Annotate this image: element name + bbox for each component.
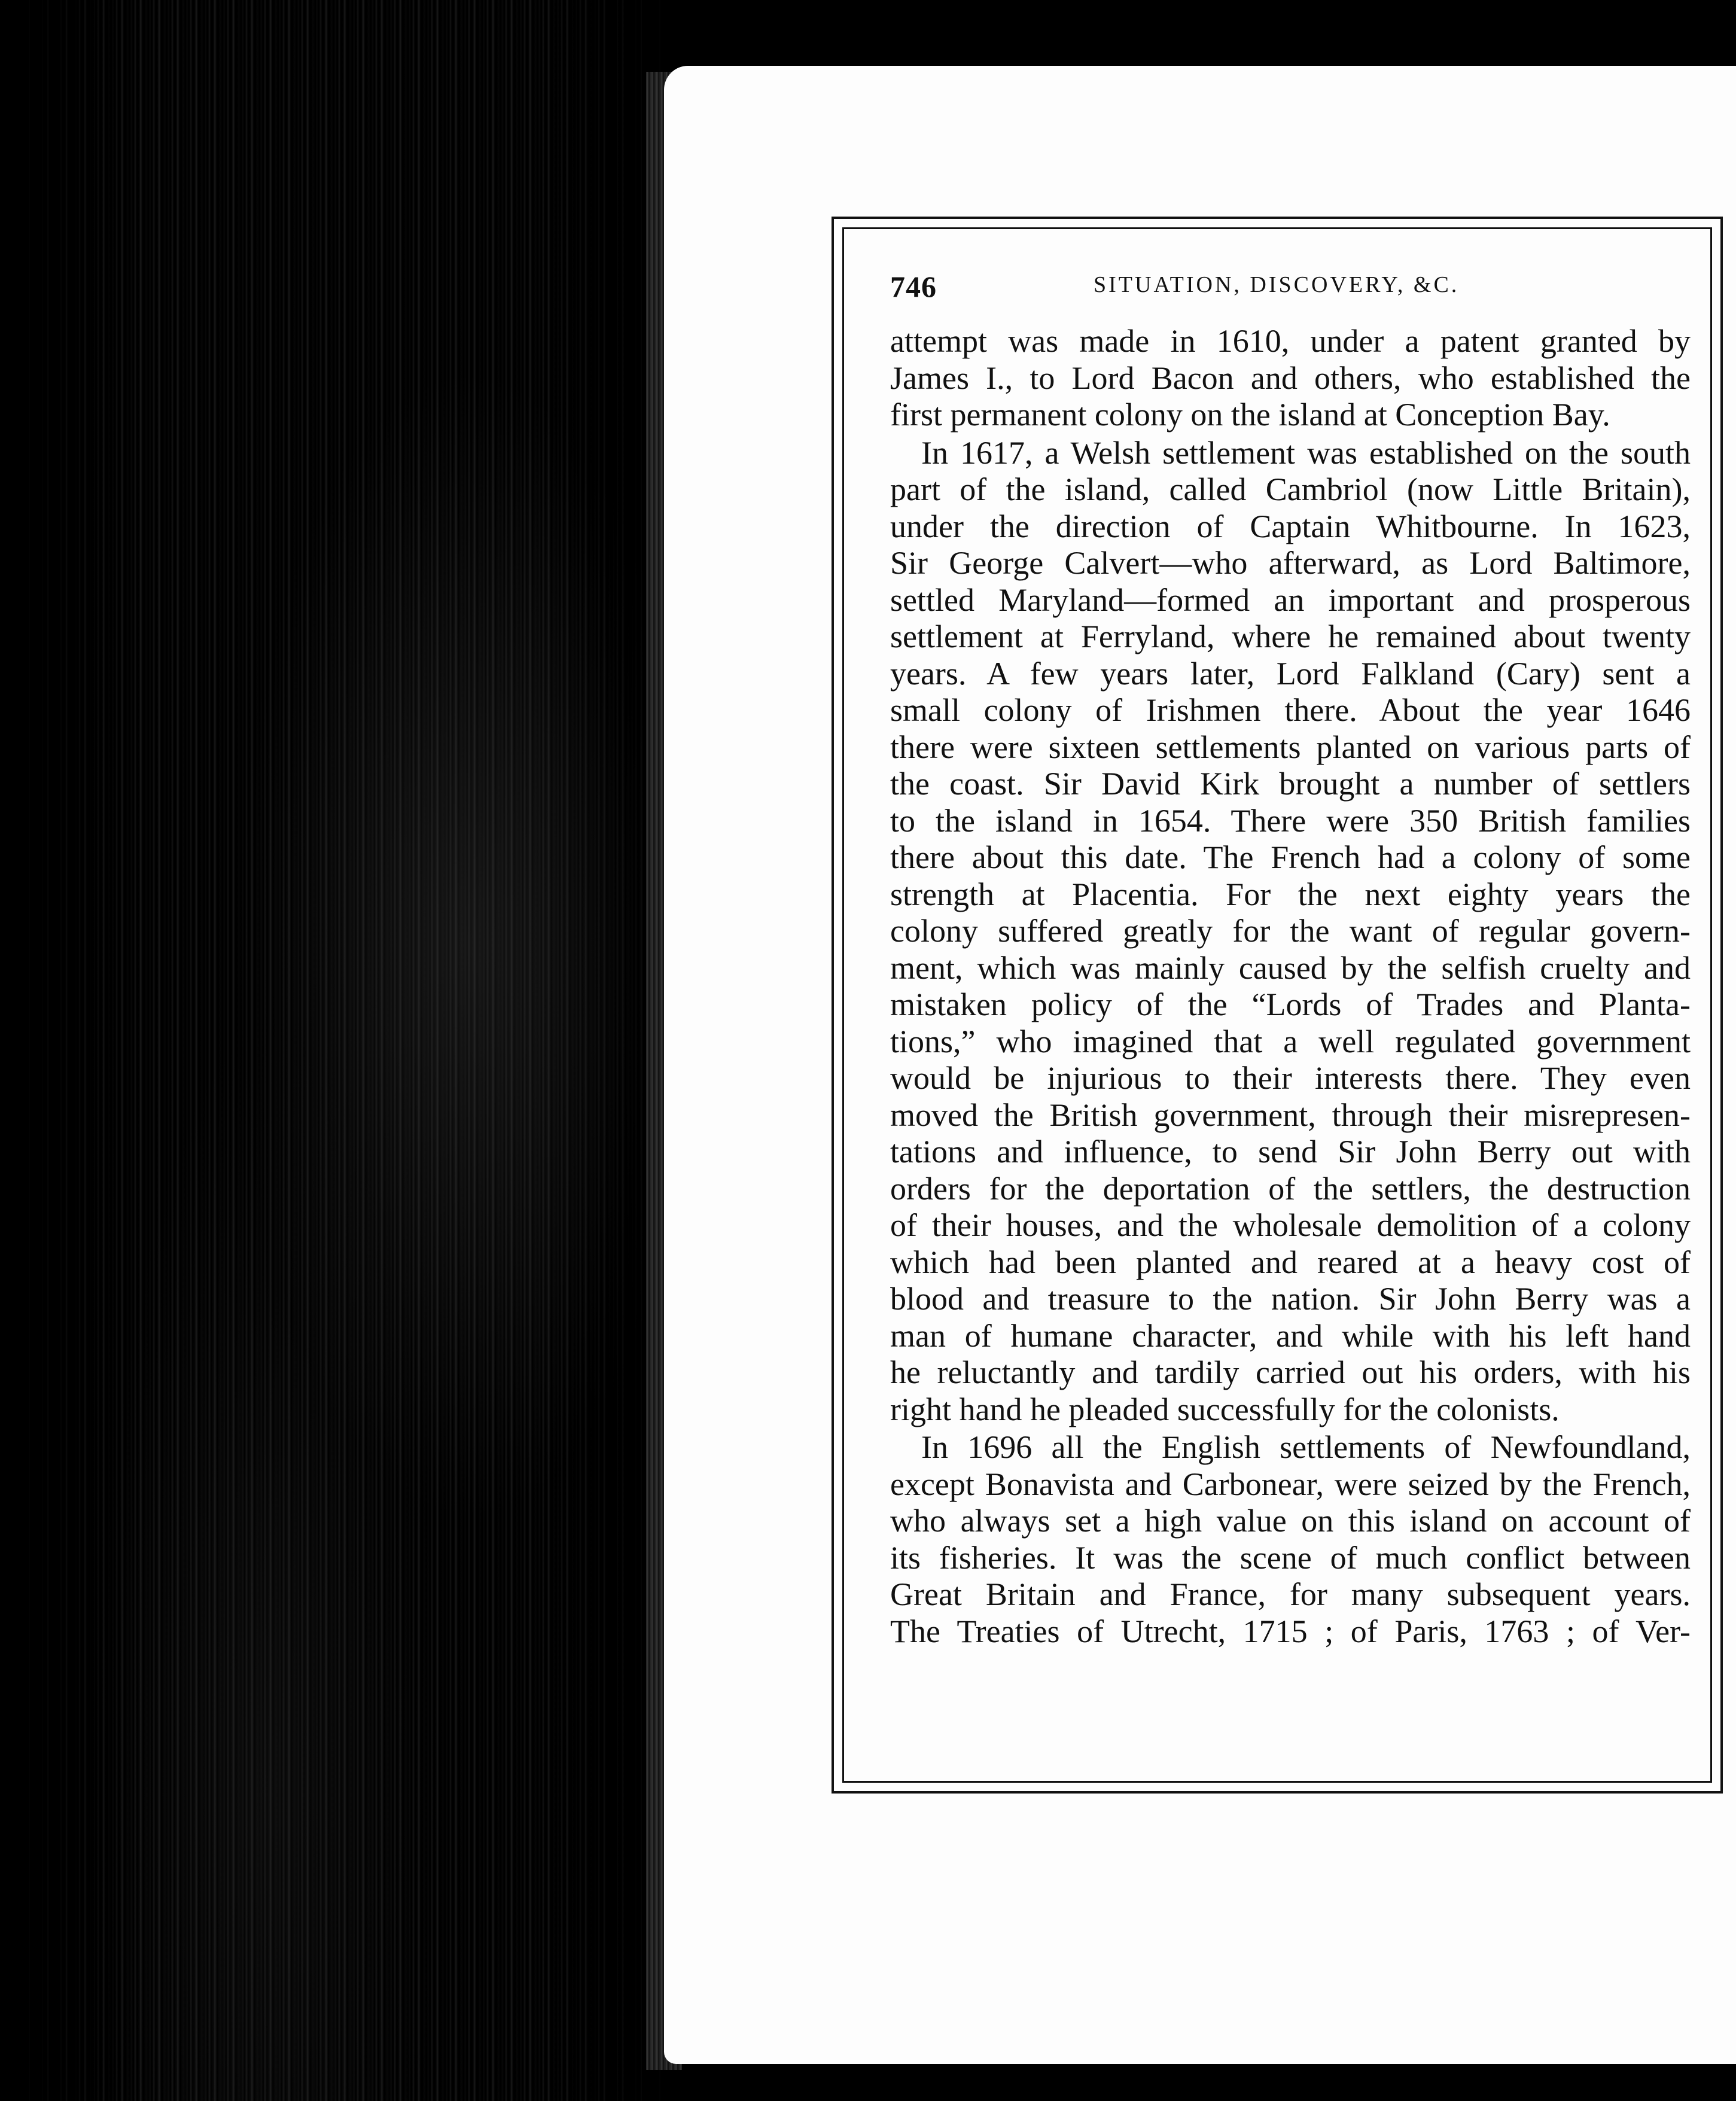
text-line: there about this date. The French had a colony of some xyxy=(890,839,1691,875)
text-line: the coast. Sir David Kirk brought a number of settlers xyxy=(890,766,1691,802)
text-line: there were sixteen settlements planted on various parts of xyxy=(890,729,1691,765)
book-cover xyxy=(0,0,670,2101)
text-line: who always set a high value on this island on account of xyxy=(890,1503,1691,1539)
paragraph xyxy=(890,435,1691,1429)
text-line: mistaken policy of the “Lords of Trades and Planta- xyxy=(890,986,1691,1022)
text-line: tions,” who imagined that a well regulated government xyxy=(890,1023,1691,1059)
text-line: In 1696 all the English settlements of Newfoundland, xyxy=(921,1429,1691,1465)
text-line: except Bonavista and Carbonear, were seized by the French, xyxy=(890,1466,1691,1502)
text-line: under the direction of Captain Whitbourne. In 1623, xyxy=(890,508,1691,544)
text-line: Great Britain and France, for many subsequent years. xyxy=(890,1576,1691,1612)
text-line: The Treaties of Utrecht, 1715 ; of Paris, 1763 ; of Ver- xyxy=(890,1613,1691,1649)
body-text xyxy=(890,323,1691,1650)
text-line: would be injurious to their interests there. They even xyxy=(890,1060,1691,1096)
text-line: moved the British government, through their misrepresen- xyxy=(890,1097,1691,1133)
page-number: 746 xyxy=(890,270,937,303)
text-line: first permanent colony on the island at Conception Bay. xyxy=(890,397,1610,433)
text-line: man of humane character, and while with his left hand xyxy=(890,1317,1691,1354)
text-line: part of the island, called Cambriol (now Little Britain), xyxy=(890,471,1691,507)
text-line: Sir George Calvert—who afterward, as Lord Baltimore, xyxy=(890,545,1691,581)
text-line: to the island in 1654. There were 350 British families xyxy=(890,802,1691,839)
text-line: tations and influence, to send Sir John Berry out with xyxy=(890,1134,1691,1170)
paragraph xyxy=(890,323,1691,434)
text-line: strength at Placentia. For the next eighty years the xyxy=(890,876,1691,912)
text-line: settled Maryland—formed an important and prosperous xyxy=(890,581,1691,618)
text-line: blood and treasure to the nation. Sir John Berry was a xyxy=(890,1281,1691,1317)
text-line: which had been planted and reared at a heavy cost of xyxy=(890,1244,1691,1280)
text-line: years. A few years later, Lord Falkland (Cary) sent a xyxy=(890,655,1691,692)
text-line: he reluctantly and tardily carried out his orders, with his xyxy=(890,1354,1691,1390)
running-head xyxy=(890,257,1691,323)
text-line: colony suffered greatly for the want of regular govern- xyxy=(890,913,1691,949)
text-line: James I., to Lord Bacon and others, who established the xyxy=(890,360,1691,396)
running-title: SITUATION, DISCOVERY, &C. xyxy=(1094,272,1460,297)
text-line: right hand he pleaded successfully for the colonists. xyxy=(890,1391,1560,1427)
text-line: settlement at Ferryland, where he remained about twenty xyxy=(890,619,1691,654)
text-line: attempt was made in 1610, under a patent granted by xyxy=(890,323,1691,359)
text-line: of their houses, and the wholesale demolition of a colony xyxy=(890,1207,1691,1243)
text-line: ment, which was mainly caused by the selfish cruelty and xyxy=(890,949,1691,986)
text-line: In 1617, a Welsh settlement was established on the south xyxy=(921,434,1691,471)
text-line: small colony of Irishmen there. About the year 1646 xyxy=(890,692,1691,728)
text-line: its fisheries. It was the scene of much conflict between xyxy=(890,1539,1691,1576)
page-content xyxy=(890,257,1691,1650)
text-line: orders for the deportation of the settlers, the destruction xyxy=(890,1170,1691,1207)
paragraph xyxy=(890,1429,1691,1650)
